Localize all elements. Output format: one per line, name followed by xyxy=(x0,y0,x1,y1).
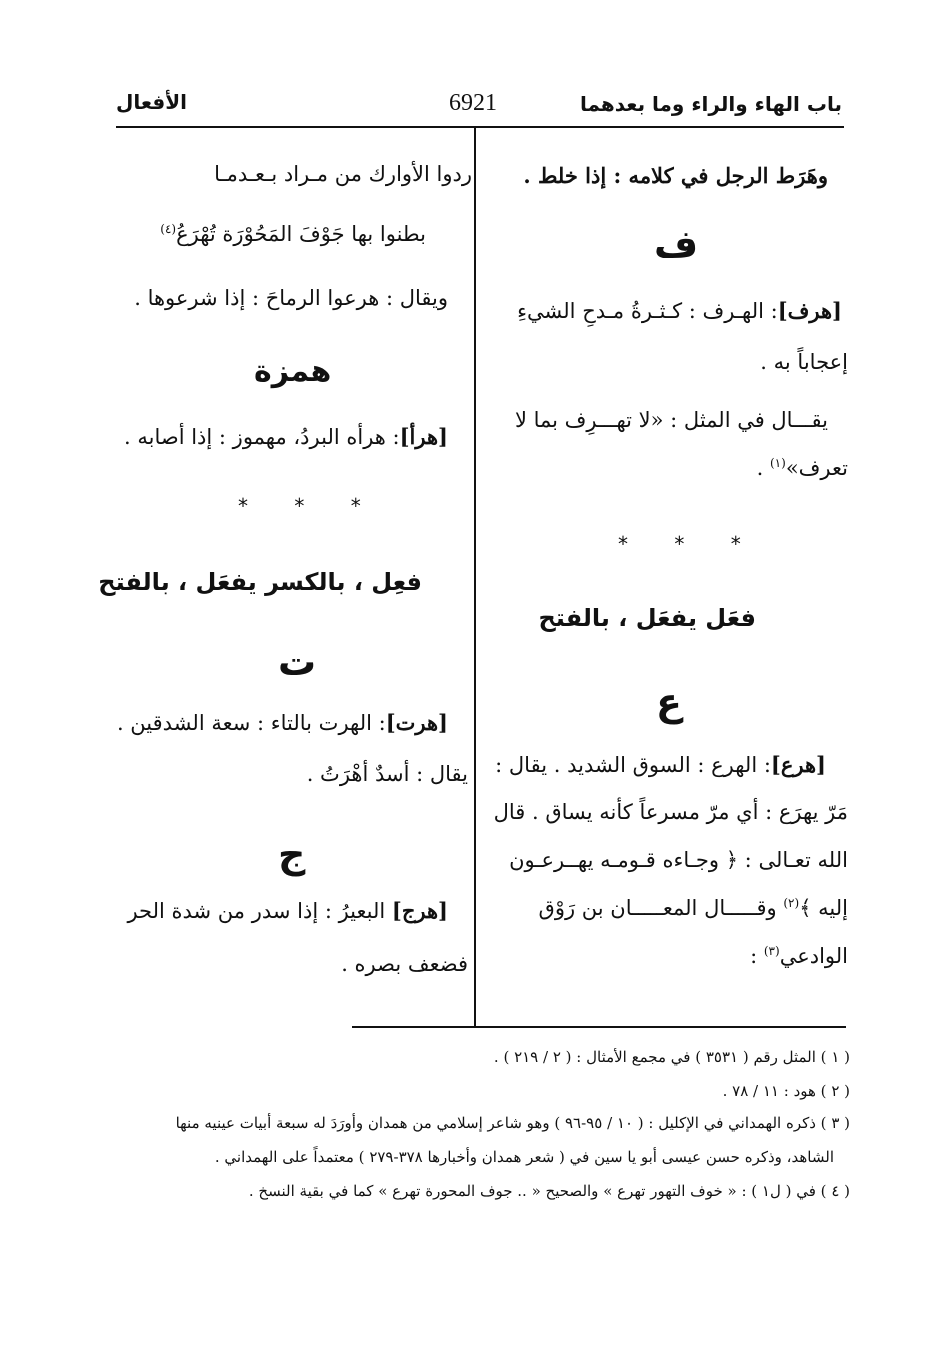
poet-intro: وقـــــال المعـــــان بن رَوْق xyxy=(538,896,777,920)
headword-harj: [هرج] xyxy=(391,898,448,923)
colon: : xyxy=(750,944,758,968)
section-heading-fa3al-yaf3al: فعَل يفعَل ، بالفتح xyxy=(538,604,756,632)
footnote-ref-3: (٣) xyxy=(763,944,780,958)
footnote-2: ( ٢ ) هود : ١١ / ٧٨ . xyxy=(722,1082,850,1100)
column-divider xyxy=(474,128,476,1026)
running-title: باب الهاء والراء وما بعدهما xyxy=(579,92,842,116)
entry-hara-a xyxy=(124,424,448,449)
entry-hart-line2: يقال : أسدٌ أهْرَتُ . xyxy=(306,762,468,786)
headword-harf: [هرف] xyxy=(777,298,842,323)
separator-stars-left: * * * xyxy=(238,494,381,518)
entry-hara-text: : الهرع : السوق الشديد . يقال : xyxy=(495,753,771,777)
headword-hara-a: [هرأ] xyxy=(399,424,448,449)
footnote-ref-1: (١) xyxy=(769,456,786,470)
footnote-1: ( ١ ) المثل رقم ( ٣٥٣١ ) في مجمع الأمثال : ( ٢ / ٢١٩ ) . xyxy=(493,1048,850,1066)
entry-harf-line2: إعجاباً به . xyxy=(760,350,848,374)
entry-hara-line5 xyxy=(750,944,848,968)
section-letter-fa: ف xyxy=(654,222,699,266)
entry-harj xyxy=(127,898,448,923)
section-title-hamza: همزة xyxy=(254,354,332,389)
section-letter-jim: ج xyxy=(278,832,306,876)
footnote-4: ( ٤ ) في ( ل١ ) : « خوف التهور تهرع » والصحيح « .. جوف المحورة تهرع » كما في بقية النسخ . xyxy=(248,1182,850,1200)
entry-harj-text: البعيرُ : إذا سدر من شدة الحر xyxy=(127,899,386,923)
entry-hara xyxy=(495,752,826,777)
headword-hara: [هرع] xyxy=(770,752,826,777)
entry-hart xyxy=(117,710,448,735)
proverb-line1: يقـــال في المثل : «لا تهـــرِف بما لا xyxy=(514,408,828,432)
footnote-3-line2: الشاهد، وذكره حسن عيسى أبو يا سين في ( شعر همدان وأخبارها ٣٧٨-٢٧٩ ) معتمداً على الهمداني . xyxy=(214,1148,834,1166)
footnote-ref-4: (٤) xyxy=(160,222,177,236)
proverb-text: تعرف» xyxy=(785,456,848,480)
entry-hara-line2: مَرّ يهرَع : أي مرّ مسرعاً كأنه يساق . قال xyxy=(493,800,848,824)
proverb-line2: تعرف»$^{(١)}$ . xyxy=(756,456,848,480)
category-label: الأفعال xyxy=(116,90,187,114)
poet-name: الوادعي xyxy=(779,944,848,968)
footnote-3-line1: ( ٣ ) ذكره الهمداني في الإكليل : ( ١٠ / ٩٥-٩٦ ) وهو شاعر إسلامي من همدان وأورَدَ له سبعة أبيات عينيه منها xyxy=(175,1114,850,1132)
verse-line2 xyxy=(160,222,426,246)
entry-harat: وهَرَط الرجل في كلامه : إذا خلط . xyxy=(523,163,828,188)
headword-hart: [هرت] xyxy=(385,710,448,735)
entry-hara-a-text: : هرأه البردُ، مهموز : إذا أصابه . xyxy=(124,425,400,449)
header-rule xyxy=(116,126,844,128)
entry-rama: ويقال : هرعوا الرماحَ : إذا شرعوها . xyxy=(134,286,448,310)
entry-harf-text: : الهـرف : كـثـرةُ مـدحِ الشيءِ xyxy=(517,299,778,323)
entry-hart-text: : الهرت بالتاء : سعة الشدقين . xyxy=(116,711,386,735)
entry-harf xyxy=(517,298,842,323)
entry-hara-line4 xyxy=(539,896,848,920)
separator-stars-right: * * * xyxy=(618,532,761,556)
page-number: 6921 xyxy=(449,90,497,116)
section-letter-ta: ت xyxy=(278,640,317,684)
verse2-text: بطنوا بها جَوْفَ المَحُوْرَة تُهْرَعُ xyxy=(176,222,426,246)
quran-end: إليه ﴾ xyxy=(799,896,848,920)
entry-harj-line2: فضعف بصره . xyxy=(341,952,468,976)
section-heading-fa3il-yaf3al: فعِل ، بالكسر يفعَل ، بالفتح xyxy=(98,568,422,596)
section-letter-ain: ع xyxy=(656,680,682,724)
verse-line1: ردوا الأوارك من مـراد بـعـدمـا xyxy=(214,162,472,186)
footnote-rule xyxy=(352,1026,846,1028)
entry-hara-line3: الله تعـالى : ﴿ وجـاءه قـومـه يهــرعـون xyxy=(509,848,848,872)
footnote-ref-2: (٢) xyxy=(783,896,800,910)
